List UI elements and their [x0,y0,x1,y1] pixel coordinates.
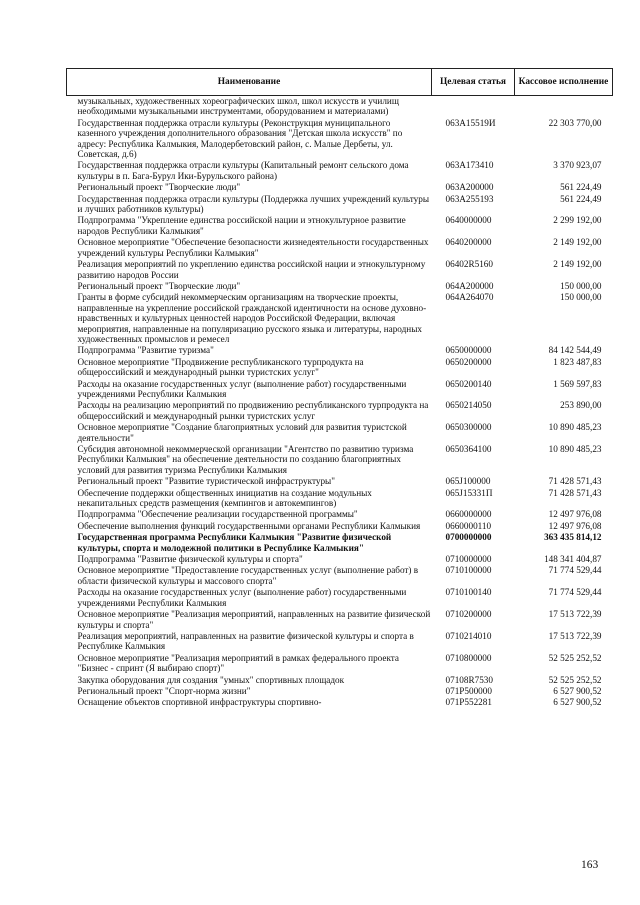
row-amount-cell: 6 527 900,52 [553,685,602,696]
row-code-cell: 063A200000 [445,182,494,193]
table-body [67,96,613,709]
row-name-cell: Расходы на оказание государственных услуг (выполнение работ) государственными учреждениями Республики Калмыкия [77,378,407,399]
row-name-cell: Обеспечение поддержки общественных инициатив на создание модульных некапитальных средств размещения (кемпингов и автокемпингов) [77,487,372,509]
row-name-cell: Основное мероприятие "Реализация мероприятий в рамках федерального проекта "Бизнес - спринт (Я выбираю спорт)" [77,652,400,674]
row-name-cell: Расходы на оказание государственных услуг (выполнение работ) государственными учреждениями Республики Калмыкия [77,587,407,608]
table-row [67,292,613,345]
row-code-cell: 0700000000 [445,532,492,543]
row-name-cell: Подпрограмма "Обеспечение реализации государственной программы" [77,509,358,520]
row-name-cell: Основное мероприятие "Предоставление государственных услуг (выполнение работ) в области физической культуры и массового спорта" [77,565,419,586]
row-name-cell: Расходы на реализацию мероприятий по продвижению республиканского турпродукта на общероссийский и международный рынки туристских услуг [77,400,429,421]
row-amount-cell: 52 525 252,52 [548,652,602,663]
row-amount-cell: 6 527 900,52 [553,697,602,708]
table-header [67,69,613,96]
row-name-cell: музыкальных, художественных хореографических школ, школ искусств и училищ необходимыми музыкальными инструментами, оборудованием и материалами) [77,96,399,117]
row-code-cell: 063A173410 [445,160,494,171]
row-code-cell: 0650200140 [445,378,492,389]
row-name-cell: Субсидия автономной некоммерческой организации "Агентство по развитию туризма Республики Калмыкия" на обеспечение деятельности по созданию благоприятных условий для развития туризма Республики Калмыкия [77,444,414,475]
row-amount-cell [515,96,613,118]
table-row [67,345,613,356]
row-amount-cell: 17 513 722,39 [548,630,602,641]
table-row [67,609,613,631]
table-row [67,379,613,401]
row-name-cell: Основное мероприятие "Продвижение республиканского турпродукта на общероссийский и международный рынки туристских услуг" [77,356,364,378]
row-code-cell: 071P500000 [445,685,492,696]
table-row [67,357,613,379]
budget-table [66,68,613,709]
table-header-row [67,69,613,96]
row-code-cell: 063A15519И [445,117,496,128]
row-amount-cell: 71 774 529,44 [548,565,602,576]
row-code-cell: 071P552281 [445,697,492,708]
table-row [67,565,613,587]
table-row [67,554,613,565]
row-code-cell: 0650300000 [445,422,492,433]
table-row [67,509,613,520]
table-row [67,631,613,653]
row-code-cell: 07108R7530 [445,674,493,685]
table-row [67,237,613,259]
row-amount-cell: 363 435 814,12 [544,532,602,543]
row-name-cell: Государственная поддержка отрасли культуры (Реконструкция муниципального казенного учреждения дополнительного образования "Детская школа искусств" по адресу: Республика Калмыкия, Малодербетовский район, с. Малые Дербеты, ул. Советская, д.6) [77,117,403,160]
row-code-cell: 0660000000 [445,509,492,520]
row-name-cell: Закупка оборудования для создания "умных" спортивных площадок [77,674,345,685]
row-code-cell: 0710000000 [445,554,492,565]
row-code-cell: 0650364100 [445,444,492,454]
row-code-cell: 0710200000 [445,609,492,620]
row-amount-cell: 150 000,00 [560,280,602,291]
table-row [67,160,613,182]
row-code-cell: 063A255193 [445,193,494,204]
row-amount-cell: 71 774 529,44 [548,587,602,598]
table-row [67,96,613,118]
row-code-cell: 0650214050 [445,400,492,411]
row-amount-cell: 2 149 192,00 [553,259,602,270]
row-name-cell: Региональный проект "Развитие туристической инфраструктуры" [77,476,335,487]
table-row [67,521,613,532]
row-code-cell: 0640000000 [445,215,492,226]
table-row [67,686,613,697]
table-row [67,422,613,444]
row-code-cell [432,96,515,118]
row-amount-cell: 561 224,49 [560,193,602,204]
row-amount-cell: 12 497 976,08 [548,520,602,531]
row-name-cell: Государственная поддержка отрасли культуры (Поддержка лучших учреждений культуры и лучших работников культуры) [77,193,429,215]
table-row [67,400,613,422]
header-name: Наименование [67,69,432,96]
table-row [67,444,613,476]
table-row [67,281,613,292]
row-name-cell: Гранты в форме субсидий некоммерческим организациям на творческие проекты, направленные на укрепление российской гражданской идентичности на основе духовно-нравственных и культурных ценностей народов Российской Федерации, включая мероприятия, направленные на популяризацию русского языка и литературы, народных художественных промыслов и ремесел [77,292,427,344]
row-name-cell: Реализация мероприятий по укреплению единства российской нации и этнокультурному развитию народов России [77,259,426,280]
table-row [67,532,613,554]
row-name-cell: Оснащение объектов спортивной инфраструктуры спортивно- [77,697,322,708]
table-row [67,488,613,510]
table-row [67,118,613,161]
table-row [67,215,613,237]
row-name-cell: Основное мероприятие "Создание благоприятных условий для развития туристской деятельности" [77,422,407,443]
table-row [67,476,613,487]
row-name-cell: Региональный проект "Спорт-норма жизни" [77,685,251,696]
row-code-cell: 06402R5160 [445,259,493,270]
row-name-cell: Государственная программа Республики Калмыкия "Развитие физической культуры, спорта и молодежной политики в Республике Калмыкия" [77,532,392,553]
row-code-cell: 0660000110 [445,520,492,531]
row-amount-cell: 52 525 252,52 [548,674,602,685]
row-code-cell: 065J100000 [445,476,491,487]
header-cash-execution: Кассовое исполнение [515,69,613,96]
row-name-cell: Государственная поддержка отрасли культуры (Капитальный ремонт сельского дома культуры в п. Бага-Бурул Ики-Бурульского района) [77,160,409,181]
row-amount-cell: 71 428 571,43 [548,487,602,498]
row-code-cell: 064A264070 [445,292,494,303]
row-amount-cell: 17 513 722,39 [548,609,602,620]
row-amount-cell: 150 000,00 [560,292,602,303]
row-code-cell: 064A200000 [445,280,494,291]
row-name-cell: Реализация мероприятий, направленных на развитие физической культуры и спорта в Республике Калмыкия [77,630,414,652]
row-amount-cell: 253 890,00 [560,400,602,411]
header-target-article: Целевая статья [432,69,515,96]
table-row [67,259,613,281]
table-row [67,697,613,708]
row-amount-cell: 1 569 597,83 [553,378,602,389]
page-number: 163 [581,859,599,871]
row-amount-cell: 10 890 485,23 [548,444,602,454]
table-row [67,653,613,675]
row-amount-cell: 1 823 487,83 [553,356,602,367]
row-amount-cell: 22 303 770,00 [548,117,602,128]
row-name-cell: Основное мероприятие "Реализация мероприятий, направленных на развитие физической культуры и спорта" [77,609,431,630]
table-row [67,194,613,216]
table-row [67,675,613,686]
row-amount-cell: 2 149 192,00 [553,237,602,248]
row-amount-cell: 561 224,49 [560,182,602,193]
row-amount-cell: 3 370 923,07 [553,160,602,171]
row-code-cell: 0710100140 [445,587,492,598]
row-name-cell: Обеспечение выполнения функций государственными органами Республики Калмыкия [77,520,421,531]
row-code-cell: 0710100000 [445,565,492,576]
row-code-cell: 0710800000 [445,652,492,663]
row-amount-cell: 84 142 544,49 [548,345,602,356]
row-amount-cell: 2 299 192,00 [553,215,602,226]
row-name-cell: Основное мероприятие "Обеспечение безопасности жизнедеятельности государственных учреждений культуры Республики Калмыкия" [77,237,429,258]
row-code-cell: 0650000000 [445,345,492,356]
row-code-cell: 0710214010 [445,630,492,641]
row-name-cell: Подпрограмма "Развитие туризма" [77,345,214,356]
table-row [67,587,613,609]
row-amount-cell: 10 890 485,23 [548,422,602,433]
row-amount-cell: 148 341 404,87 [544,554,602,565]
table-row [67,182,613,193]
row-name-cell: Подпрограмма "Развитие физической культуры и спорта" [77,554,303,565]
row-name-cell: Региональный проект "Творческие люди" [77,280,241,291]
row-code-cell: 0650200000 [445,356,492,367]
row-amount-cell: 71 428 571,43 [548,476,602,487]
row-amount-cell: 12 497 976,08 [548,509,602,520]
row-code-cell: 065J15331П [445,487,493,498]
row-name-cell: Подпрограмма "Укрепление единства российской нации и этнокультурное развитие народов Республики Калмыкия" [77,215,406,236]
row-code-cell: 0640200000 [445,237,492,248]
row-name-cell: Региональный проект "Творческие люди" [77,182,241,193]
